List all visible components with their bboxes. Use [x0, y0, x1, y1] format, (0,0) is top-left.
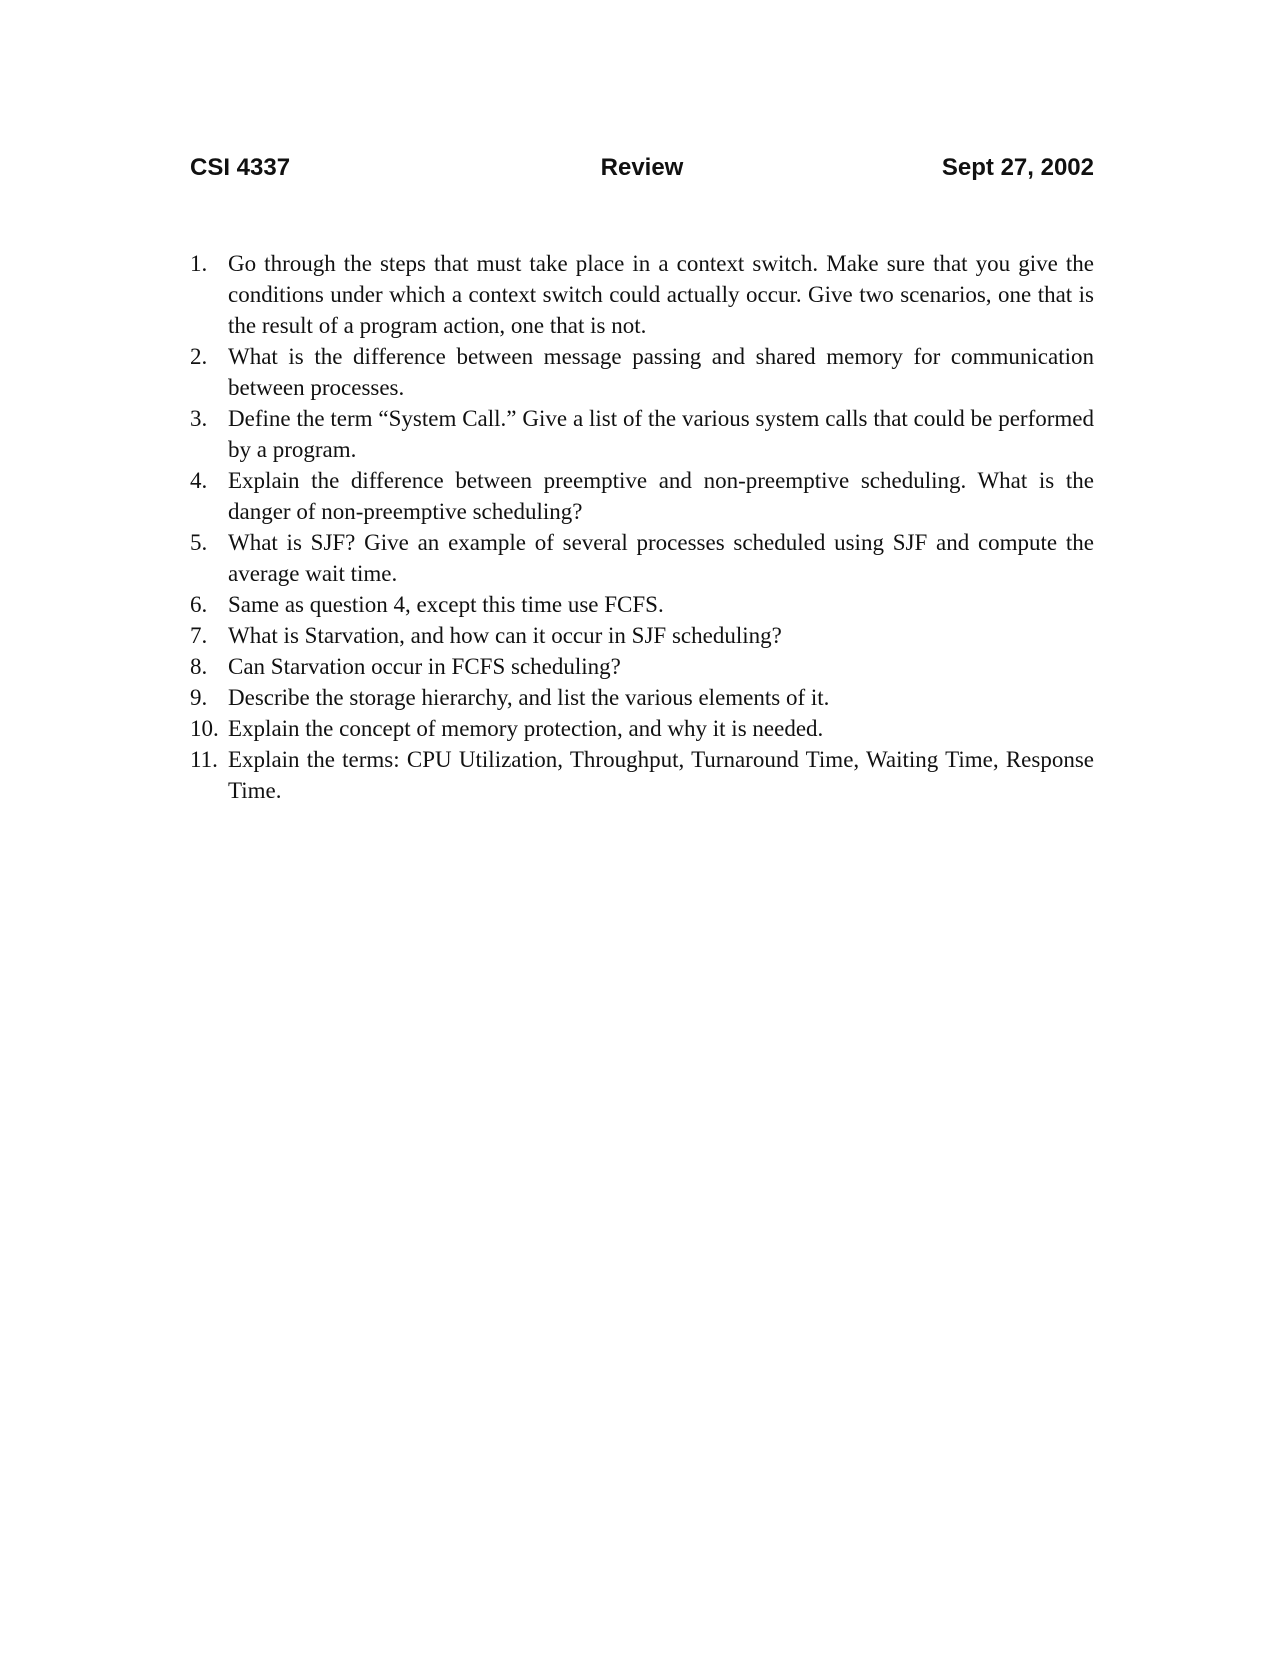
question-number: 2. [190, 344, 208, 369]
question-number: 10. [190, 716, 219, 741]
question-item [190, 527, 1094, 589]
question-item [190, 341, 1094, 403]
question-item [190, 589, 1094, 620]
question-item [190, 403, 1094, 465]
question-text: What is Starvation, and how can it occur in SJF scheduling? [228, 623, 782, 648]
page-title: Review [600, 154, 684, 181]
question-text: Describe the storage hierarchy, and list the various elements of it. [228, 685, 830, 710]
question-number: 4. [190, 468, 208, 493]
question-item [190, 713, 1094, 744]
question-number: 8. [190, 654, 208, 679]
course-code: CSI 4337 [190, 154, 291, 181]
question-text: Explain the difference between preemptive and non-preemptive scheduling. What is the danger of non-preemptive scheduling? [228, 468, 1094, 524]
question-text: Define the term “System Call.” Give a list of the various system calls that could be performed by a program. [228, 406, 1094, 462]
question-item [190, 744, 1094, 806]
question-list [190, 248, 1094, 806]
question-item [190, 248, 1094, 341]
question-text: Same as question 4, except this time use FCFS. [228, 592, 664, 617]
question-text: What is SJF? Give an example of several processes scheduled using SJF and compute the average wait time. [228, 530, 1094, 586]
question-item [190, 620, 1094, 651]
question-number: 5. [190, 530, 208, 555]
question-text: Explain the concept of memory protection, and why it is needed. [228, 716, 824, 741]
question-item [190, 682, 1094, 713]
question-text: Explain the terms: CPU Utilization, Throughput, Turnaround Time, Waiting Time, Response Time. [228, 747, 1094, 803]
question-item [190, 465, 1094, 527]
question-number: 9. [190, 685, 208, 710]
question-text: What is the difference between message passing and shared memory for communication between processes. [228, 344, 1094, 400]
question-number: 1. [190, 251, 208, 276]
question-text: Can Starvation occur in FCFS scheduling? [228, 654, 621, 679]
document-date: Sept 27, 2002 [941, 154, 1094, 181]
question-text: Go through the steps that must take place in a context switch. Make sure that you give the conditions under which a context switch could actually occur. Give two scenarios, one that is the result of a program action, one that is not. [228, 251, 1094, 338]
question-number: 7. [190, 623, 208, 648]
question-item [190, 651, 1094, 682]
question-number: 11. [190, 747, 218, 772]
question-number: 6. [190, 592, 208, 617]
page-header [190, 152, 1094, 184]
question-number: 3. [190, 406, 208, 431]
